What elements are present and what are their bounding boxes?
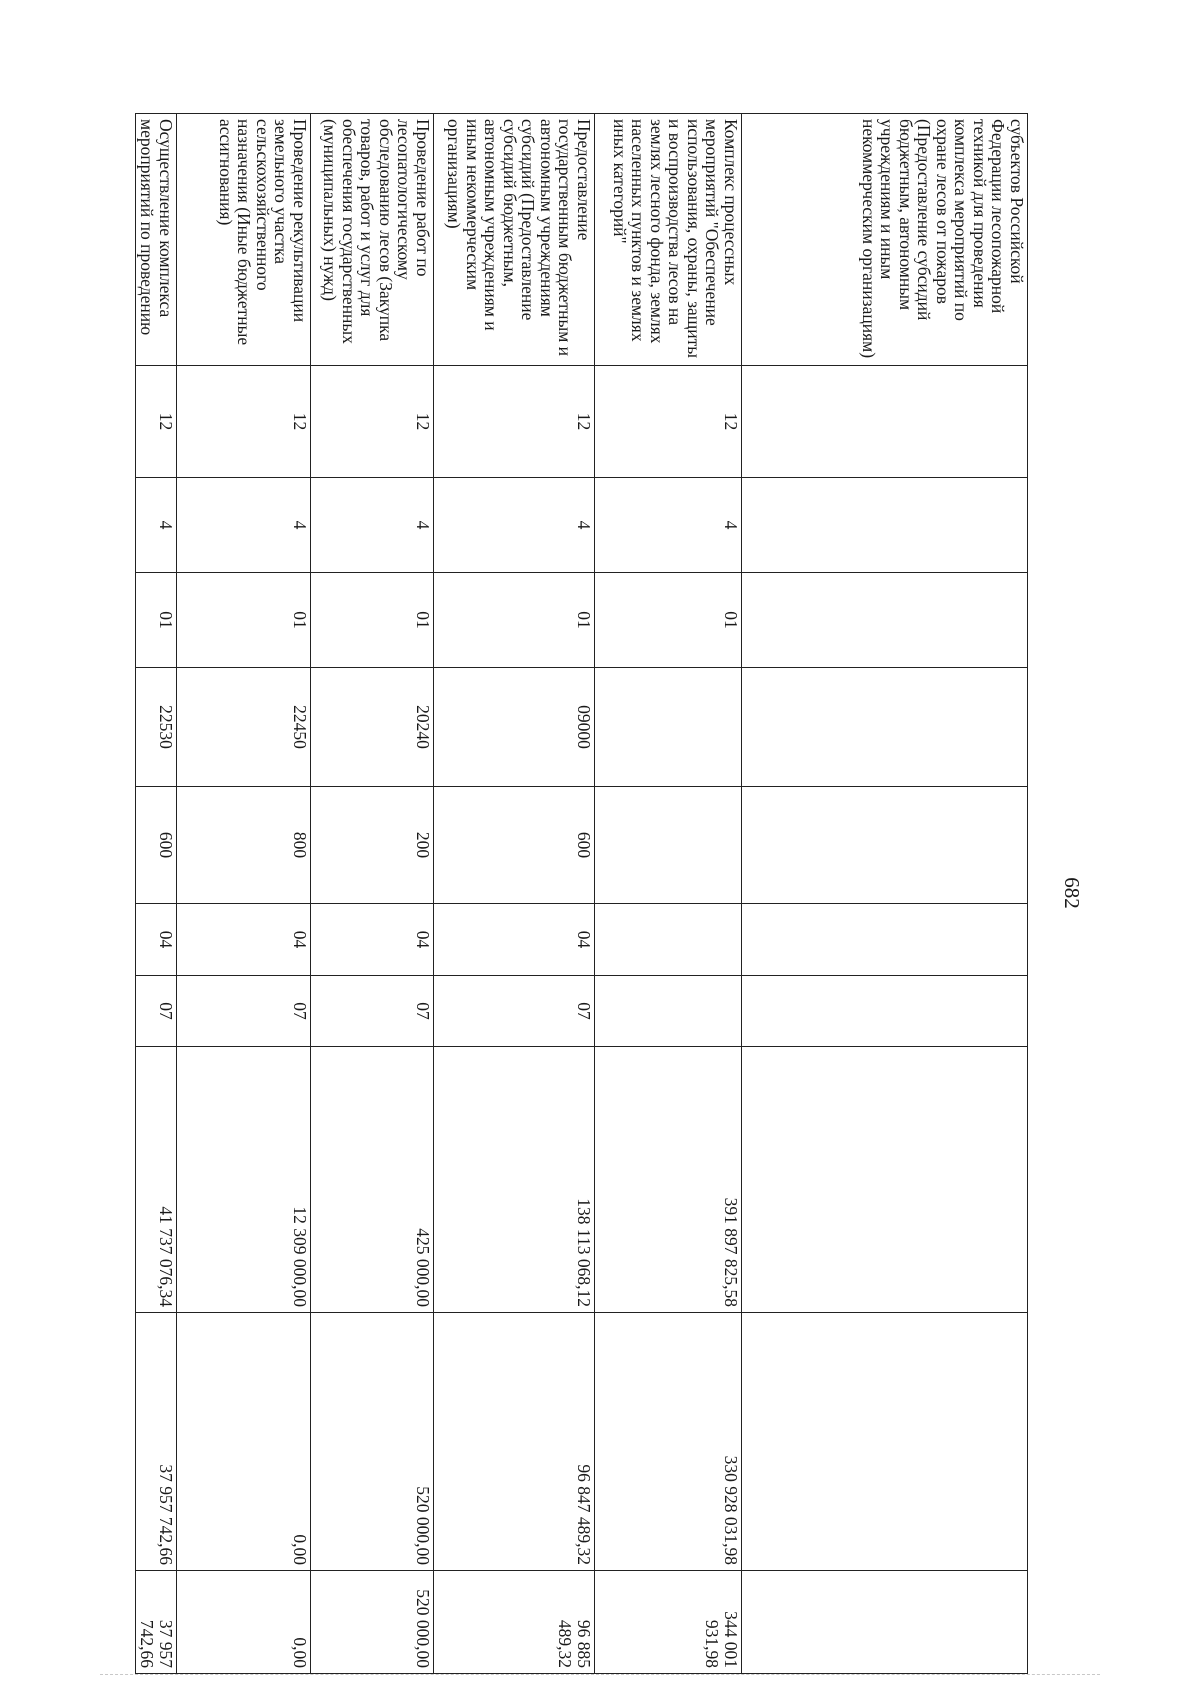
expense-code-cell: 22530 bbox=[136, 668, 177, 787]
row-name-cell: Предоставление государственным бюджетным и автономным учреждениям субсидий (Предоставление субсидий бюджетным, автономным учреждениям и иным некоммерческим организациям) bbox=[434, 114, 595, 366]
section-cell bbox=[595, 904, 742, 976]
table-row bbox=[742, 114, 1028, 1674]
amount-2026-cell: 520 000,00 bbox=[311, 1313, 434, 1571]
table-row bbox=[434, 114, 595, 1674]
subprogram-cell: 01 bbox=[136, 573, 177, 668]
row-name-cell: субъектов Российской Федерации лесопожарной техникой для проведения комплекса мероприятий по охране лесов от пожаров (Предоставление субсидий бюджетным, автономным учреждениям и иным некоммерческим организациям) bbox=[742, 114, 1028, 366]
subprogram-cell: 01 bbox=[177, 573, 311, 668]
amount-2026-cell: 96 847 489,32 bbox=[434, 1313, 595, 1571]
section-cell: 04 bbox=[136, 904, 177, 976]
program-cell: 4 bbox=[311, 478, 434, 573]
program-cell: 4 bbox=[136, 478, 177, 573]
subsection-cell bbox=[742, 976, 1028, 1047]
amount-2027-cell bbox=[742, 1571, 1028, 1674]
amount-2026-cell: 330 928 031,98 bbox=[595, 1313, 742, 1571]
expense-type-cell: 600 bbox=[136, 787, 177, 904]
subprogram-cell: 01 bbox=[434, 573, 595, 668]
amount-2027-cell: 37 957 742,66 bbox=[136, 1571, 177, 1674]
table-row bbox=[177, 114, 311, 1674]
subsection-cell bbox=[595, 976, 742, 1047]
subsection-cell: 07 bbox=[311, 976, 434, 1047]
program-cell: 4 bbox=[434, 478, 595, 573]
amount-2027-cell: 96 885 489,32 bbox=[434, 1571, 595, 1674]
amount-2025-cell: 425 000,00 bbox=[311, 1047, 434, 1313]
table-row bbox=[136, 114, 177, 1674]
ministry-cell: 12 bbox=[136, 366, 177, 478]
amount-2026-cell: 37 957 742,66 bbox=[136, 1313, 177, 1571]
expense-type-cell: 600 bbox=[434, 787, 595, 904]
expense-code-cell bbox=[742, 668, 1028, 787]
section-cell: 04 bbox=[177, 904, 311, 976]
ministry-cell: 12 bbox=[434, 366, 595, 478]
table-row bbox=[311, 114, 434, 1674]
budget-table bbox=[135, 113, 1028, 1674]
subsection-cell: 07 bbox=[136, 976, 177, 1047]
section-cell bbox=[742, 904, 1028, 976]
row-name-cell: Проведение рекультивации земельного участка сельскохозяйственного назначения (Иные бюджетные ассигнования) bbox=[177, 114, 311, 366]
subprogram-cell bbox=[742, 573, 1028, 668]
program-cell: 4 bbox=[595, 478, 742, 573]
amount-2027-cell: 520 000,00 bbox=[311, 1571, 434, 1674]
amount-2025-cell: 12 309 000,00 bbox=[177, 1047, 311, 1313]
program-cell: 4 bbox=[177, 478, 311, 573]
subprogram-cell: 01 bbox=[595, 573, 742, 668]
amount-2025-cell: 138 113 068,12 bbox=[434, 1047, 595, 1313]
expense-code-cell bbox=[595, 668, 742, 787]
row-name-cell: Проведение работ по лесопатологическому обследованию лесов (Закупка товаров, работ и услуг для обеспечения государственных (муниципальных) нужд) bbox=[311, 114, 434, 366]
program-cell bbox=[742, 478, 1028, 573]
expense-code-cell: 20240 bbox=[311, 668, 434, 787]
page-number: 682 bbox=[1060, 877, 1084, 909]
expense-code-cell: 22450 bbox=[177, 668, 311, 787]
amount-2025-cell: 391 897 825,58 bbox=[595, 1047, 742, 1313]
amount-2026-cell: 0,00 bbox=[177, 1313, 311, 1571]
row-name-cell: Комплекс процессных мероприятий "Обеспечение использования, охраны, защиты и воспроизводства лесов на землях лесного фонда, землях населенных пунктов и землях иных категорий" bbox=[595, 114, 742, 366]
ministry-cell: 12 bbox=[177, 366, 311, 478]
ministry-cell bbox=[742, 366, 1028, 478]
amount-2026-cell bbox=[742, 1313, 1028, 1571]
ministry-cell: 12 bbox=[311, 366, 434, 478]
section-cell: 04 bbox=[311, 904, 434, 976]
expense-type-cell bbox=[742, 787, 1028, 904]
expense-type-cell bbox=[595, 787, 742, 904]
subprogram-cell: 01 bbox=[311, 573, 434, 668]
amount-2025-cell: 41 737 076,34 bbox=[136, 1047, 177, 1313]
subsection-cell: 07 bbox=[434, 976, 595, 1047]
ministry-cell: 12 bbox=[595, 366, 742, 478]
scan-artifact-line bbox=[100, 1674, 1100, 1675]
rotated-page bbox=[44, 113, 1084, 1673]
table-row bbox=[595, 114, 742, 1674]
subsection-cell: 07 bbox=[177, 976, 311, 1047]
amount-2025-cell bbox=[742, 1047, 1028, 1313]
expense-type-cell: 200 bbox=[311, 787, 434, 904]
amount-2027-cell: 344 001 931,98 bbox=[595, 1571, 742, 1674]
expense-type-cell: 800 bbox=[177, 787, 311, 904]
amount-2027-cell: 0,00 bbox=[177, 1571, 311, 1674]
expense-code-cell: 09000 bbox=[434, 668, 595, 787]
section-cell: 04 bbox=[434, 904, 595, 976]
row-name-cell: Осуществление комплекса мероприятий по проведению bbox=[136, 114, 177, 366]
